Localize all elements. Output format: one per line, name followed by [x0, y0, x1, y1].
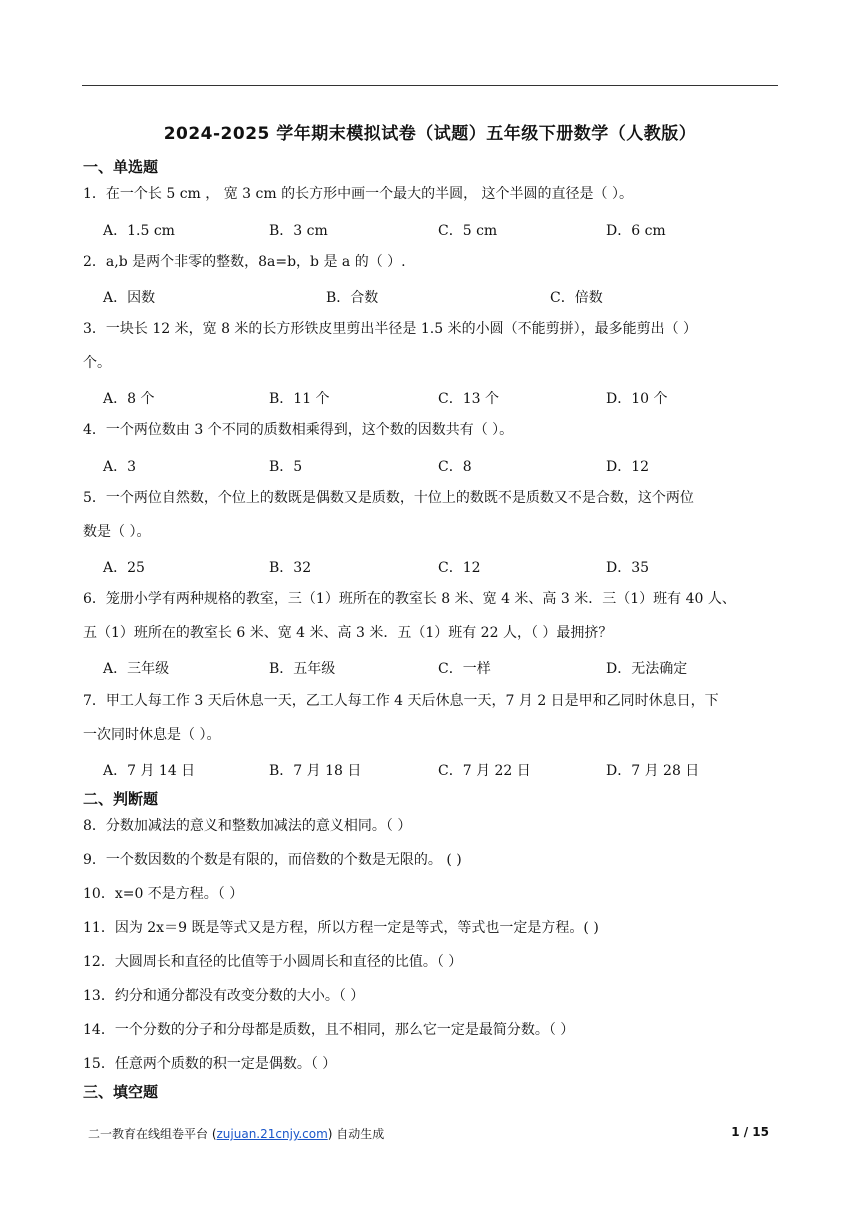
- q7-option-a: A．7 月 14 日: [103, 763, 196, 779]
- page-title: 2024-2025 学年期末模拟试卷（试题）五年级下册数学（人教版）: [163, 124, 697, 144]
- question-2: 2．a,b 是两个非零的整数，8a=b，b 是 a 的（ ）.: [83, 254, 406, 270]
- q1-option-b: B．3 cm: [269, 223, 328, 239]
- footer-source: [88, 1125, 384, 1142]
- q6-option-c: C．一样: [438, 661, 491, 677]
- header-rule: [82, 85, 778, 86]
- q7-option-d: D．7 月 28 日: [606, 763, 700, 779]
- section-true-false: 二、判断题: [83, 790, 159, 808]
- question-8: 8．分数加减法的意义和整数加减法的意义相同。（ ）: [83, 818, 412, 834]
- q2-option-b: B．合数: [326, 290, 379, 306]
- q2-option-a: A．因数: [103, 290, 156, 306]
- question-10: 10．x=0 不是方程。（ ）: [83, 886, 244, 902]
- q5-option-b: B．32: [269, 560, 312, 576]
- q4-option-c: C．8: [438, 459, 472, 475]
- footer-link[interactable]: zujuan.21cnjy.com: [216, 1127, 328, 1141]
- q5-option-c: C．12: [438, 560, 481, 576]
- question-12: 12．大圆周长和直径的比值等于小圆周长和直径的比值。（ ）: [83, 954, 463, 970]
- q4-option-b: B．5: [269, 459, 303, 475]
- question-7-line-1: 7．甲工人每工作 3 天后休息一天，乙工人每工作 4 天后休息一天，7 月 2 日是甲和乙同时休息日，下: [83, 693, 719, 709]
- q1-option-c: C．5 cm: [438, 223, 498, 239]
- q5-option-a: A．25: [103, 560, 145, 576]
- question-7-line-2: 一次同时休息是（ ）。: [83, 727, 221, 743]
- q3-option-d: D．10 个: [606, 391, 668, 407]
- q6-option-a: A．三年级: [103, 661, 170, 677]
- question-15: 15．任意两个质数的积一定是偶数。（ ）: [83, 1056, 337, 1072]
- q6-option-d: D．无法确定: [606, 661, 688, 677]
- q7-option-c: C．7 月 22 日: [438, 763, 531, 779]
- q2-option-c: C．倍数: [550, 290, 603, 306]
- question-14: 14．一个分数的分子和分母都是质数，且不相同，那么它一定是最简分数。（ ）: [83, 1022, 575, 1038]
- section-single-choice: 一、单选题: [83, 158, 159, 176]
- question-9: 9．一个数因数的个数是有限的，而倍数的个数是无限的。 ( ): [83, 852, 462, 868]
- q4-option-d: D．12: [606, 459, 650, 475]
- question-4: 4．一个两位数由 3 个不同的质数相乘得到，这个数的因数共有（ ）。: [83, 422, 514, 438]
- q3-option-b: B．11 个: [269, 391, 330, 407]
- footer-suffix: ) 自动生成: [327, 1127, 385, 1141]
- question-13: 13．约分和通分都没有改变分数的大小。（ ）: [83, 988, 365, 1004]
- q6-option-b: B．五年级: [269, 661, 336, 677]
- q3-option-c: C．13 个: [438, 391, 499, 407]
- q5-option-d: D．35: [606, 560, 650, 576]
- footer-prefix: 二一教育在线组卷平台 (: [88, 1127, 217, 1141]
- section-fill-in: 三、填空题: [83, 1083, 159, 1101]
- q3-option-a: A．8 个: [103, 391, 155, 407]
- question-3-line-1: 3．一块长 12 米，宽 8 米的长方形铁皮里剪出半径是 1.5 米的小圆（不能剪拼），最多能剪出（ ）: [83, 321, 698, 337]
- q4-option-a: A．3: [103, 459, 137, 475]
- question-6-line-2: 五（1）班所在的教室长 6 米、宽 4 米、高 3 米．五（1）班有 22 人，（ ）最拥挤？: [83, 625, 613, 641]
- question-1: 1．在一个长 5 cm ， 宽 3 cm 的长方形中画一个最大的半圆， 这个半圆的直径是（ ）。: [83, 186, 634, 202]
- question-5-line-2: 数是（ ）。: [83, 524, 151, 540]
- q1-option-d: D．6 cm: [606, 223, 666, 239]
- question-11: 11．因为 2x＝9 既是等式又是方程，所以方程一定是等式，等式也一定是方程。( ): [83, 920, 599, 936]
- q1-option-a: A．1.5 cm: [103, 223, 175, 239]
- question-6-line-1: 6．笼册小学有两种规格的教室，三（1）班所在的教室长 8 米、宽 4 米、高 3 米．三（1）班有 40 人、: [83, 591, 736, 607]
- page-number: 1 / 15: [731, 1125, 769, 1139]
- question-3-line-2: 个。: [83, 355, 111, 371]
- question-5-line-1: 5．一个两位自然数，个位上的数既是偶数又是质数，十位上的数既不是质数又不是合数，这个两位: [83, 490, 694, 506]
- q7-option-b: B．7 月 18 日: [269, 763, 362, 779]
